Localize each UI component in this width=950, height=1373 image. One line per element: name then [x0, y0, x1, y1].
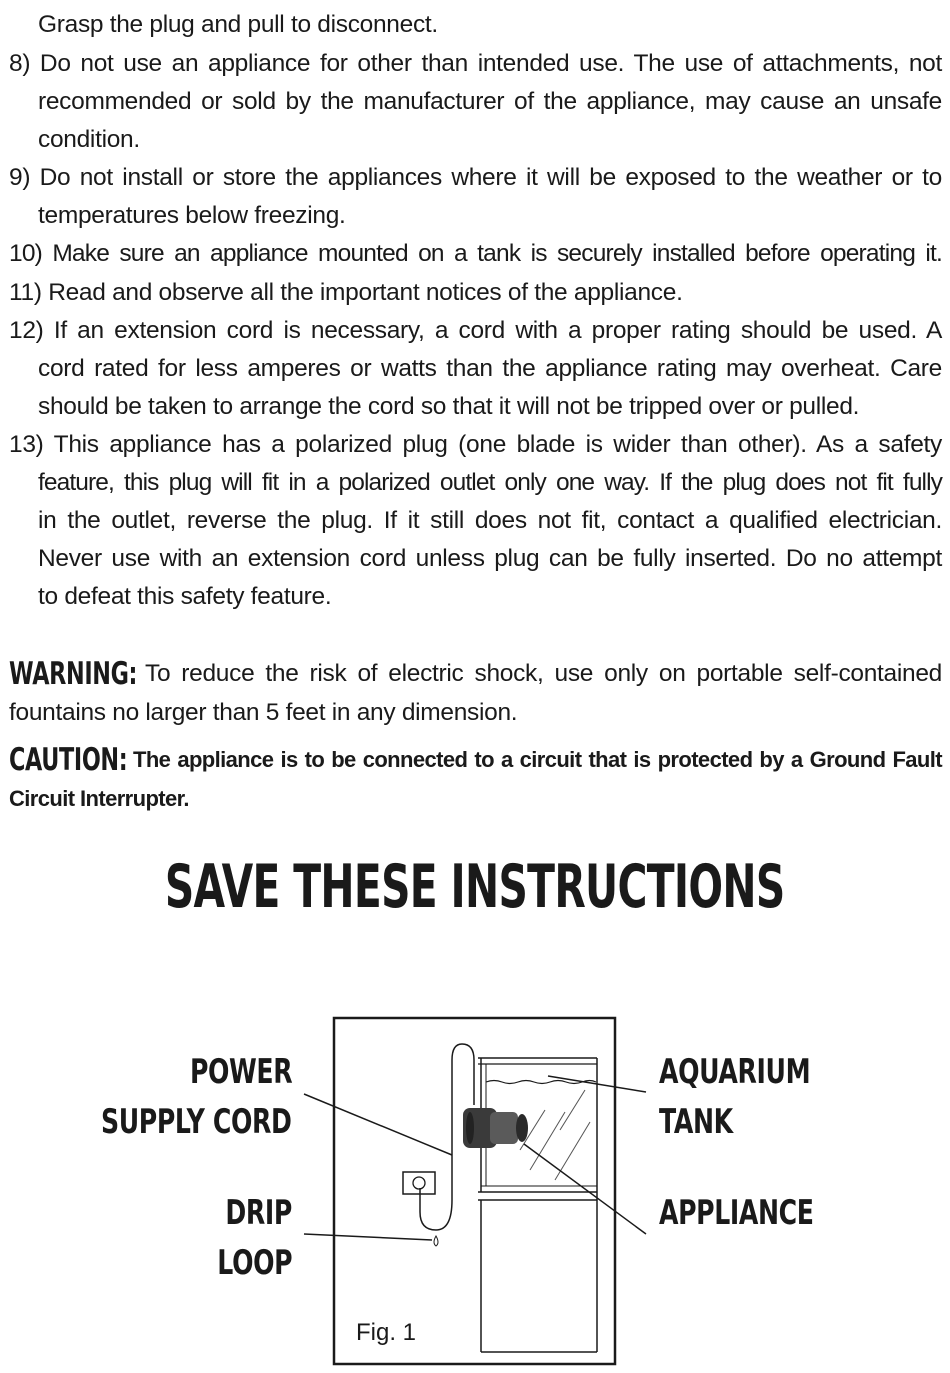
drip-loop-leader [304, 1234, 432, 1240]
list-item-8-line-2: recommended or sold by the manufacturer of the appliance, may cause an unsafe [38, 88, 942, 115]
appliance-pump [463, 1108, 528, 1148]
caution-line-2: Circuit Interrupter. [9, 786, 189, 811]
list-item-13-line-5: to defeat this safety feature. [38, 583, 332, 610]
list-item-8-line-3: condition. [38, 126, 140, 153]
wall-outlet [403, 1172, 435, 1194]
caution-label: CAUTION: [9, 742, 128, 778]
list-item-11-line-1: 11) Read and observe all the important notices of the appliance. [9, 279, 683, 306]
list-item-13-line-4: Never use with an extension cord unless plug can be fully inserted. Do no attempt [38, 545, 942, 572]
list-item-13-line-3: in the outlet, reverse the plug. If it still does not fit, contact a qualified electrician. [38, 507, 942, 534]
caution-text: The appliance is to be connected to a circuit that is protected by a Ground Fault [133, 747, 942, 772]
glass-reflection-4 [560, 1090, 585, 1130]
list-item-12-line-2: cord rated for less amperes or watts than the appliance rating may overheat. Care [38, 355, 942, 382]
outlet-socket [413, 1177, 425, 1189]
list-item-9-line-2: temperatures below freezing. [38, 202, 346, 229]
power-cord-leader [304, 1094, 452, 1155]
warning-text: To reduce the risk of electric shock, use only on portable self-contained [145, 660, 942, 687]
appliance-leader [524, 1144, 646, 1234]
list-item-13-line-2: feature, this plug will fit in a polarized outlet only one way. If the plug does not fit fully [38, 469, 942, 496]
list-item-12-line-3: should be taken to arrange the cord so that it will not be tripped over or pulled. [38, 393, 860, 420]
list-item-9-line-1: 9) Do not install or store the appliances where it will be exposed to the weather or to [9, 164, 942, 191]
list-item-7-continuation: Grasp the plug and pull to disconnect. [38, 11, 438, 38]
water-drip [434, 1236, 438, 1246]
drip-loop-label: DRIP LOOP [217, 1193, 292, 1283]
heading-text: SAVE THESE INSTRUCTIONS [165, 852, 785, 922]
warning-label: WARNING: [9, 656, 138, 692]
list-item-10-line-1: 10) Make sure an appliance mounted on a tank is securely installed before operating it. [9, 240, 942, 267]
appliance-label: APPLIANCE [659, 1193, 814, 1233]
figure-caption: Fig. 1 [356, 1319, 417, 1346]
power-supply-cord-label: POWER SUPPLY CORD [101, 1052, 292, 1142]
list-item-8-line-1: 8) Do not use an appliance for other than intended use. The use of attachments, not [9, 50, 942, 77]
list-item-12-line-1: 12) If an extension cord is necessary, a cord with a proper rating should be used. A [9, 317, 942, 344]
aquarium-tank-label: AQUARIUM TANK [659, 1052, 811, 1142]
warning-line-2: fountains no larger than 5 feet in any dimension. [9, 699, 518, 726]
list-item-13-line-1: 13) This appliance has a polarized plug (one blade is wider than other). As a safety [9, 431, 942, 458]
